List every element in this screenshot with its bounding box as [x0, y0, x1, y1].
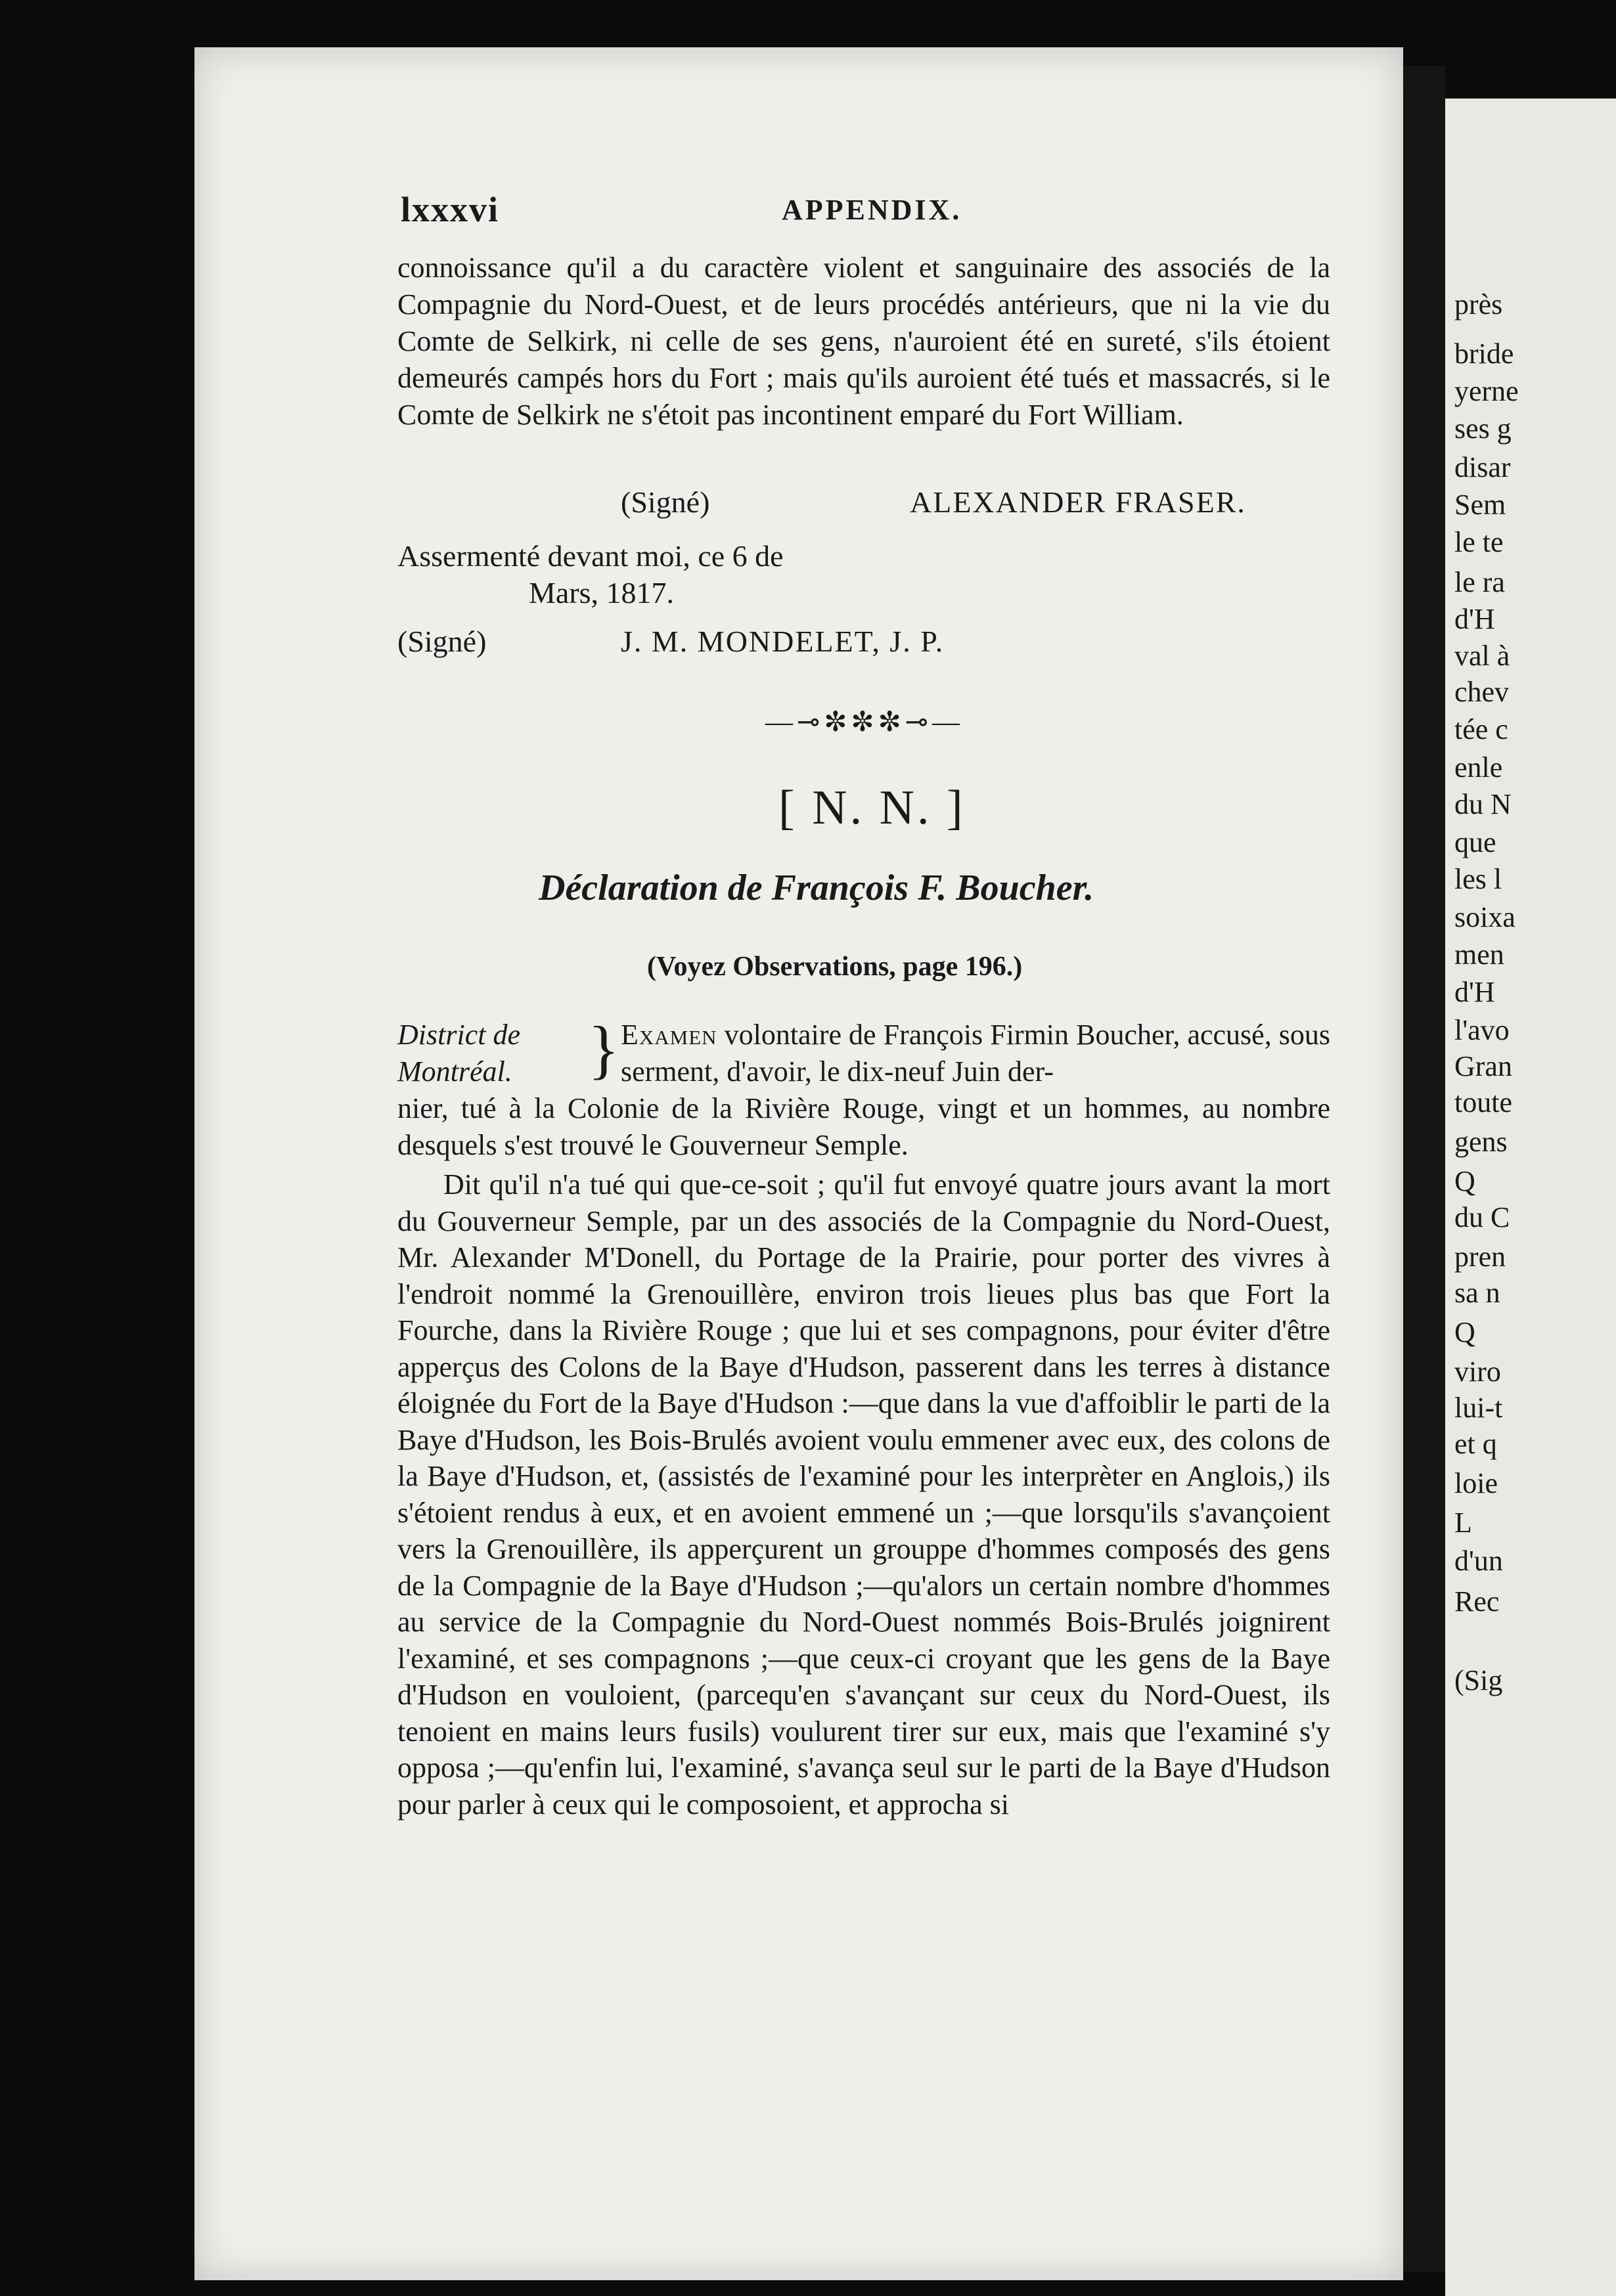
district-line-1: District de	[397, 1019, 520, 1051]
facing-page-fragment: disar	[1454, 451, 1511, 483]
district-line-2: Montréal.	[397, 1055, 512, 1088]
facing-page-fragment: le te	[1454, 526, 1504, 558]
exam-word: Examen	[621, 1019, 717, 1051]
signed-label: (Signé)	[621, 485, 710, 519]
facing-page-fragment: le ra	[1454, 566, 1505, 598]
facing-page-fragment: d'H	[1454, 976, 1495, 1008]
facing-page-fragment: sa n	[1454, 1277, 1500, 1309]
facing-page-fragment: d'un	[1454, 1545, 1503, 1577]
facing-page-fragment: Gran	[1454, 1050, 1512, 1082]
page-number: lxxxvi	[401, 190, 500, 229]
facing-page-fragment: lui-t	[1454, 1392, 1503, 1424]
facing-page	[1445, 99, 1616, 2296]
page-gutter	[1403, 66, 1445, 2272]
facing-page-fragment: l'avo	[1454, 1014, 1510, 1046]
facing-page-fragment: ses g	[1454, 412, 1512, 445]
facing-page-fragment: Q	[1454, 1316, 1475, 1348]
facing-page-fragment: tée c	[1454, 713, 1508, 745]
facing-page-fragment: que	[1454, 826, 1496, 858]
justice-name: J. M. MONDELET, J. P.	[621, 625, 945, 658]
facing-page-fragment: et q	[1454, 1428, 1497, 1460]
facing-page-fragment: L	[1454, 1507, 1472, 1539]
facing-page-fragment: les l	[1454, 863, 1502, 895]
facing-page-fragment: (Sig	[1454, 1664, 1503, 1696]
facing-page-fragment: Rec	[1454, 1585, 1500, 1618]
facing-page-fragment: yerne	[1454, 375, 1519, 407]
facing-page-fragment: chev	[1454, 676, 1510, 708]
brace-glyph: }	[588, 1013, 619, 1086]
exam-continuation: nier, tué à la Colonie de la Rivière Rouge, vingt et un hommes, au nombre desquels s'est trouvé le Gouverneur Semple.	[397, 1092, 1330, 1161]
see-note: (Voyez Observations, page 196.)	[647, 952, 1023, 982]
section-title: Déclaration de François F. Boucher.	[539, 868, 1094, 908]
declaration-paragraph: Dit qu'il n'a tué qui que-ce-soit ; qu'il fut envoyé quatre jours avant la mort du Gouverneur Semple, par un des associés de la Compagnie du Nord-Ouest, Mr. Alexander M'Donell, du Portage de la Prairie, pour porter des vivres à l'endroit nommé la Grenouillère, environ trois lieues plus bas que Fort la Fourche, dans la Rivière Rouge ; que lui et ses compagnons, pour éviter d'être apperçus des Colons de la Baye d'Hudson, passerent dans les terres à distance éloignée du Fort de la Baye d'Hudson :—que dans la vue d'affoiblir le parti de la Baye d'Hudson, les Bois-Brulés avoient voulu emmener avec eux, des colons de la Baye d'Hudson, et, (assistés de l'examiné pour les interprèter en Anglois,) ils s'étoient rendus à eux, et en avoient emmené un ;—que lorsqu'ils s'avançoient vers la Grenouillère, ils apperçurent un grouppe d'hommes composés des gens de la Compagnie de la Baye d'Hudson ;—qu'alors un certain nombre d'hommes au service de la Compagnie du Nord-Ouest nommés Bois-Brulés joignirent l'examiné, et ses compagnons ;—que ceux-ci croyant que les gens de la Baye d'Hudson en vouloient, (parcequ'en s'avançant sur ceux du Nord-Ouest, ils tenoient en mains leurs fusils) voulurent tirer sur eux, mais que l'examiné s'y opposa ;—qu'enfin lui, l'examiné, s'avança seul sur le parti de la Baye d'Hudson pour parler à ceux qui le composoient, et approcha si	[397, 1168, 1330, 1821]
signed-label: (Signé)	[397, 625, 487, 658]
facing-page-fragment: près	[1454, 288, 1503, 320]
running-head	[401, 189, 1347, 235]
ornament-divider: —⊸✼✼✼⊸—	[765, 707, 964, 738]
running-title: APPENDIX.	[782, 194, 962, 226]
signer-name: ALEXANDER FRASER.	[910, 485, 1246, 519]
facing-page-fragment: du C	[1454, 1201, 1510, 1233]
facing-page-fragment: Sem	[1454, 489, 1506, 521]
facing-page-fragment: bride	[1454, 338, 1514, 370]
facing-page-fragment: viro	[1454, 1356, 1501, 1388]
paragraph-continuation: connoissance qu'il a du caractère violent et sanguinaire des associés de la Compagnie du Nord-Ouest, et de leurs procédés antérieurs, que ni la vie du Comte de Selkirk, ni celle de ses gens, n'auroient été en sureté, s'ils étoient demeurés campés hors du Fort ; mais qu'ils auroient été tués et massacrés, si le Comte de Selkirk ne s'étoit pas incontinent emparé du Fort William.	[397, 252, 1330, 431]
facing-page-fragment: d'H	[1454, 603, 1495, 635]
facing-page-fragment: gens	[1454, 1126, 1508, 1158]
sworn-line-1: Assermenté devant moi, ce 6 de	[397, 539, 784, 573]
facing-page-fragment: val à	[1454, 640, 1510, 672]
exam-opening	[621, 1017, 1330, 1090]
signature-line-mondelet	[397, 624, 1330, 663]
facing-page-fragment: toute	[1454, 1086, 1512, 1118]
facing-page-fragment: pren	[1454, 1241, 1506, 1273]
facing-page-fragment: enle	[1454, 751, 1503, 784]
facing-page-fragment: loie	[1454, 1467, 1498, 1499]
facing-page-fragment: men	[1454, 938, 1504, 971]
facing-page-fragment: du N	[1454, 788, 1512, 820]
facing-page-fragment: soixa	[1454, 901, 1515, 933]
section-label: [ N. N. ]	[778, 781, 966, 835]
signature-line-fraser	[397, 485, 1330, 524]
facing-page-fragment: Q	[1454, 1165, 1475, 1197]
sworn-line-2: Mars, 1817.	[529, 576, 675, 609]
district-label	[397, 1017, 608, 1090]
exam-first-text: volontaire de François Firmin Boucher, accusé, sous serment, d'avoir, le dix-neuf Juin der-	[621, 1019, 1330, 1088]
